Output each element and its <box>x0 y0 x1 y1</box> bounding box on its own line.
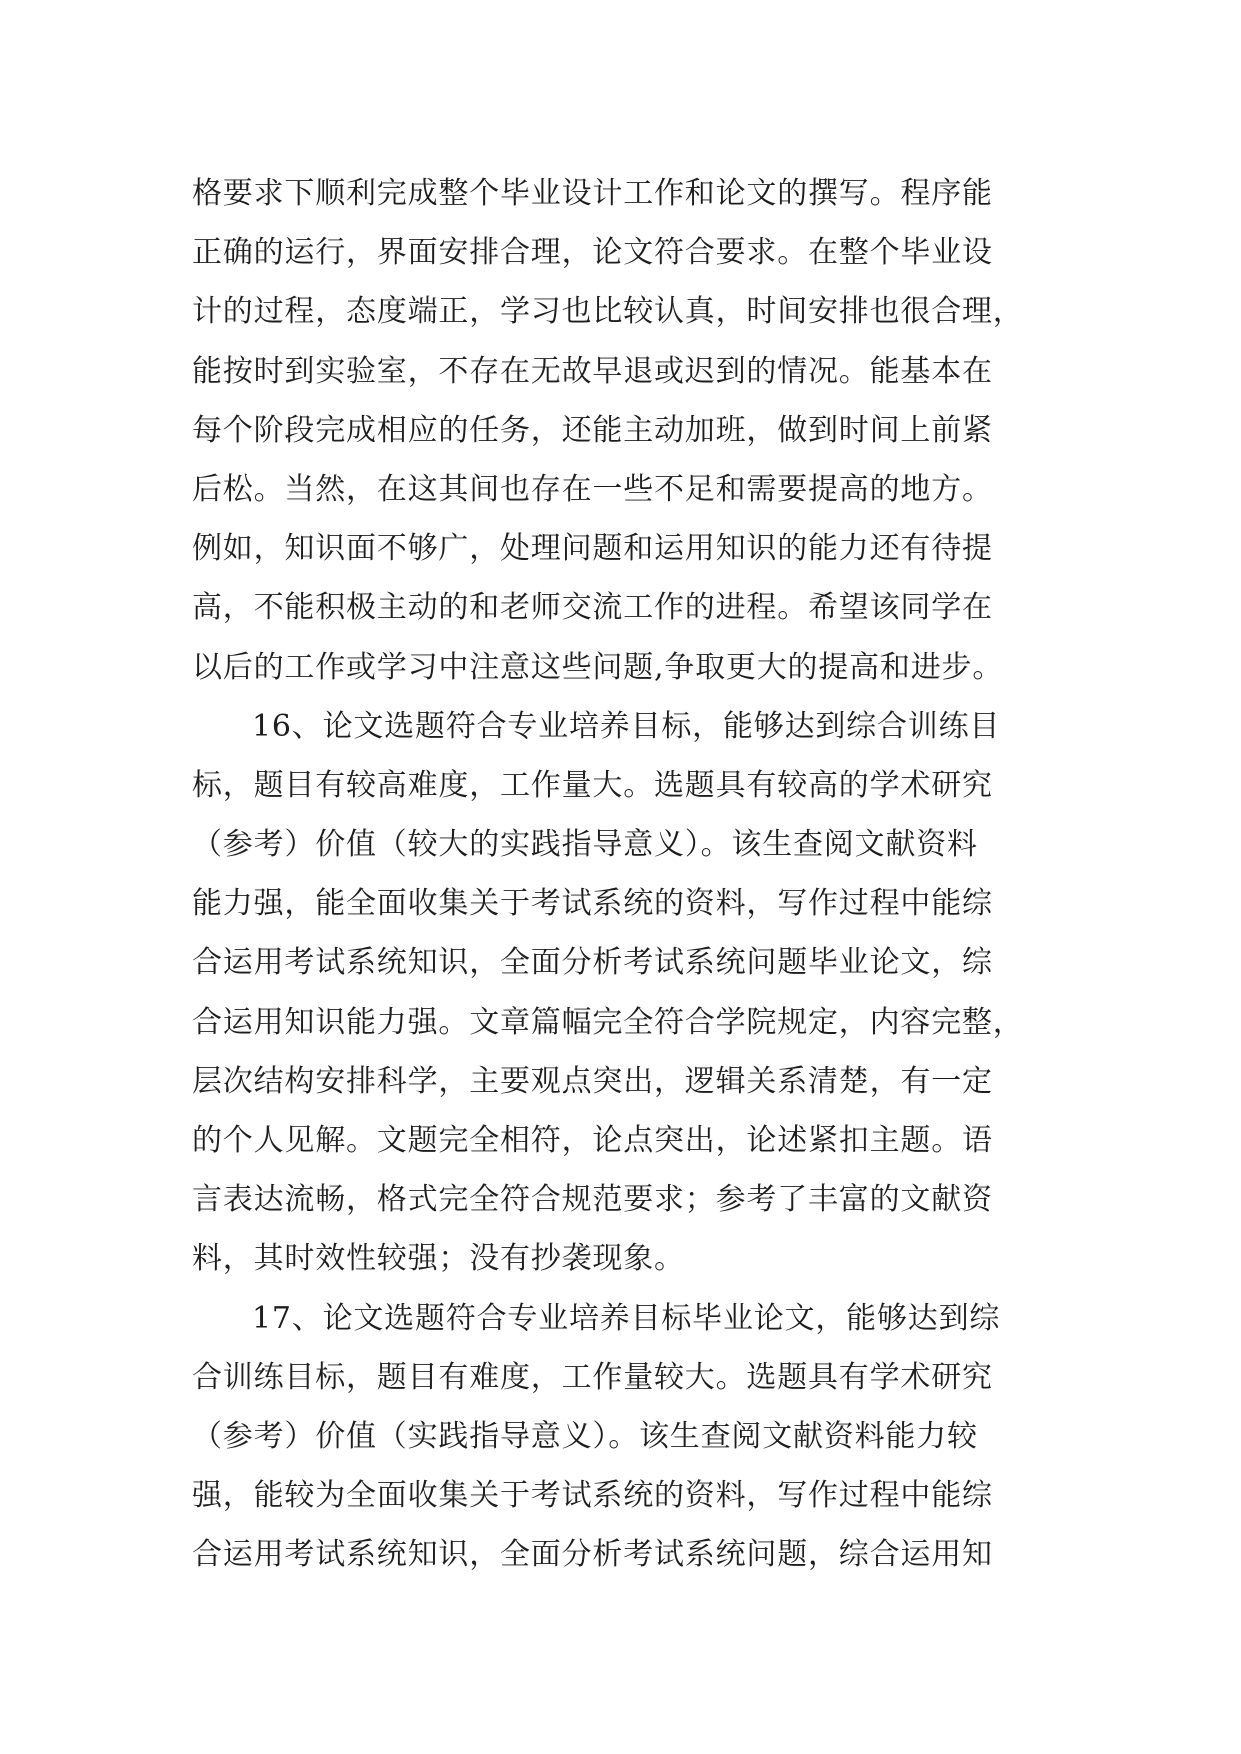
text-line: 标，题目有较高难度，工作量大。选题具有较高的学术研究 <box>192 767 993 803</box>
text-line: 高，不能积极主动的和老师交流工作的进程。希望该同学在 <box>192 590 993 626</box>
text-line: 正确的运行，界面安排合理，论文符合要求。在整个毕业设 <box>192 235 993 271</box>
text-line: 16、论文选题符合专业培养目标，能够达到综合训练目 <box>252 708 1001 744</box>
text-line: （参考）价值（较大的实践指导意义）。该生查阅文献资料 <box>192 827 978 863</box>
text-line: （参考）价值（实践指导意义）。该生查阅文献资料能力较 <box>192 1418 978 1454</box>
text-line: 的个人见解。文题完全相符，论点突出，论述紧扣主题。语 <box>192 1123 993 1158</box>
text-line: 强，能较为全面收集关于考试系统的资料，写作过程中能综 <box>192 1478 993 1514</box>
text-line: 后松。当然，在这其间也存在一些不足和需要提高的地方。 <box>192 471 993 507</box>
text-line: 能力强，能全面收集关于考试系统的资料，写作过程中能综 <box>192 886 993 922</box>
text-line: 以后的工作或学习中注意这些问题,争取更大的提高和进步。 <box>192 649 1004 685</box>
document-body <box>192 164 1072 1585</box>
text-line: 计的过程，态度端正，学习也比较认真，时间安排也很合理， <box>192 294 1024 330</box>
text-line: 每个阶段完成相应的任务，还能主动加班，做到时间上前紧 <box>192 412 993 448</box>
text-line: 能按时到实验室，不存在无故早退或迟到的情况。能基本在 <box>192 353 993 389</box>
text-line: 合运用考试系统知识，全面分析考试系统问题，综合运用知 <box>192 1537 993 1573</box>
text-line: 料，其时效性较强；没有抄袭现象。 <box>192 1241 685 1277</box>
text-line: 言表达流畅，格式完全符合规范要求；参考了丰富的文献资 <box>192 1182 993 1218</box>
text-line: 合训练目标，题目有难度，工作量较大。选题具有学术研究 <box>192 1359 993 1395</box>
paragraph-1 <box>192 164 1072 697</box>
text-line: 层次结构安排科学，主要观点突出，逻辑关系清楚，有一定 <box>192 1063 993 1099</box>
paragraph-16 <box>192 697 1072 1289</box>
text-line: 合运用考试系统知识，全面分析考试系统问题毕业论文，综 <box>192 945 993 981</box>
text-line: 格要求下顺利完成整个毕业设计工作和论文的撰写。程序能 <box>192 176 993 211</box>
text-line: 例如，知识面不够广，处理问题和运用知识的能力还有待提 <box>192 531 993 567</box>
paragraph-17 <box>192 1289 1072 1585</box>
text-line: 17、论文选题符合专业培养目标毕业论文，能够达到综 <box>252 1300 1001 1336</box>
text-line: 合运用知识能力强。文章篇幅完全符合学院规定，内容完整， <box>192 1004 1024 1040</box>
